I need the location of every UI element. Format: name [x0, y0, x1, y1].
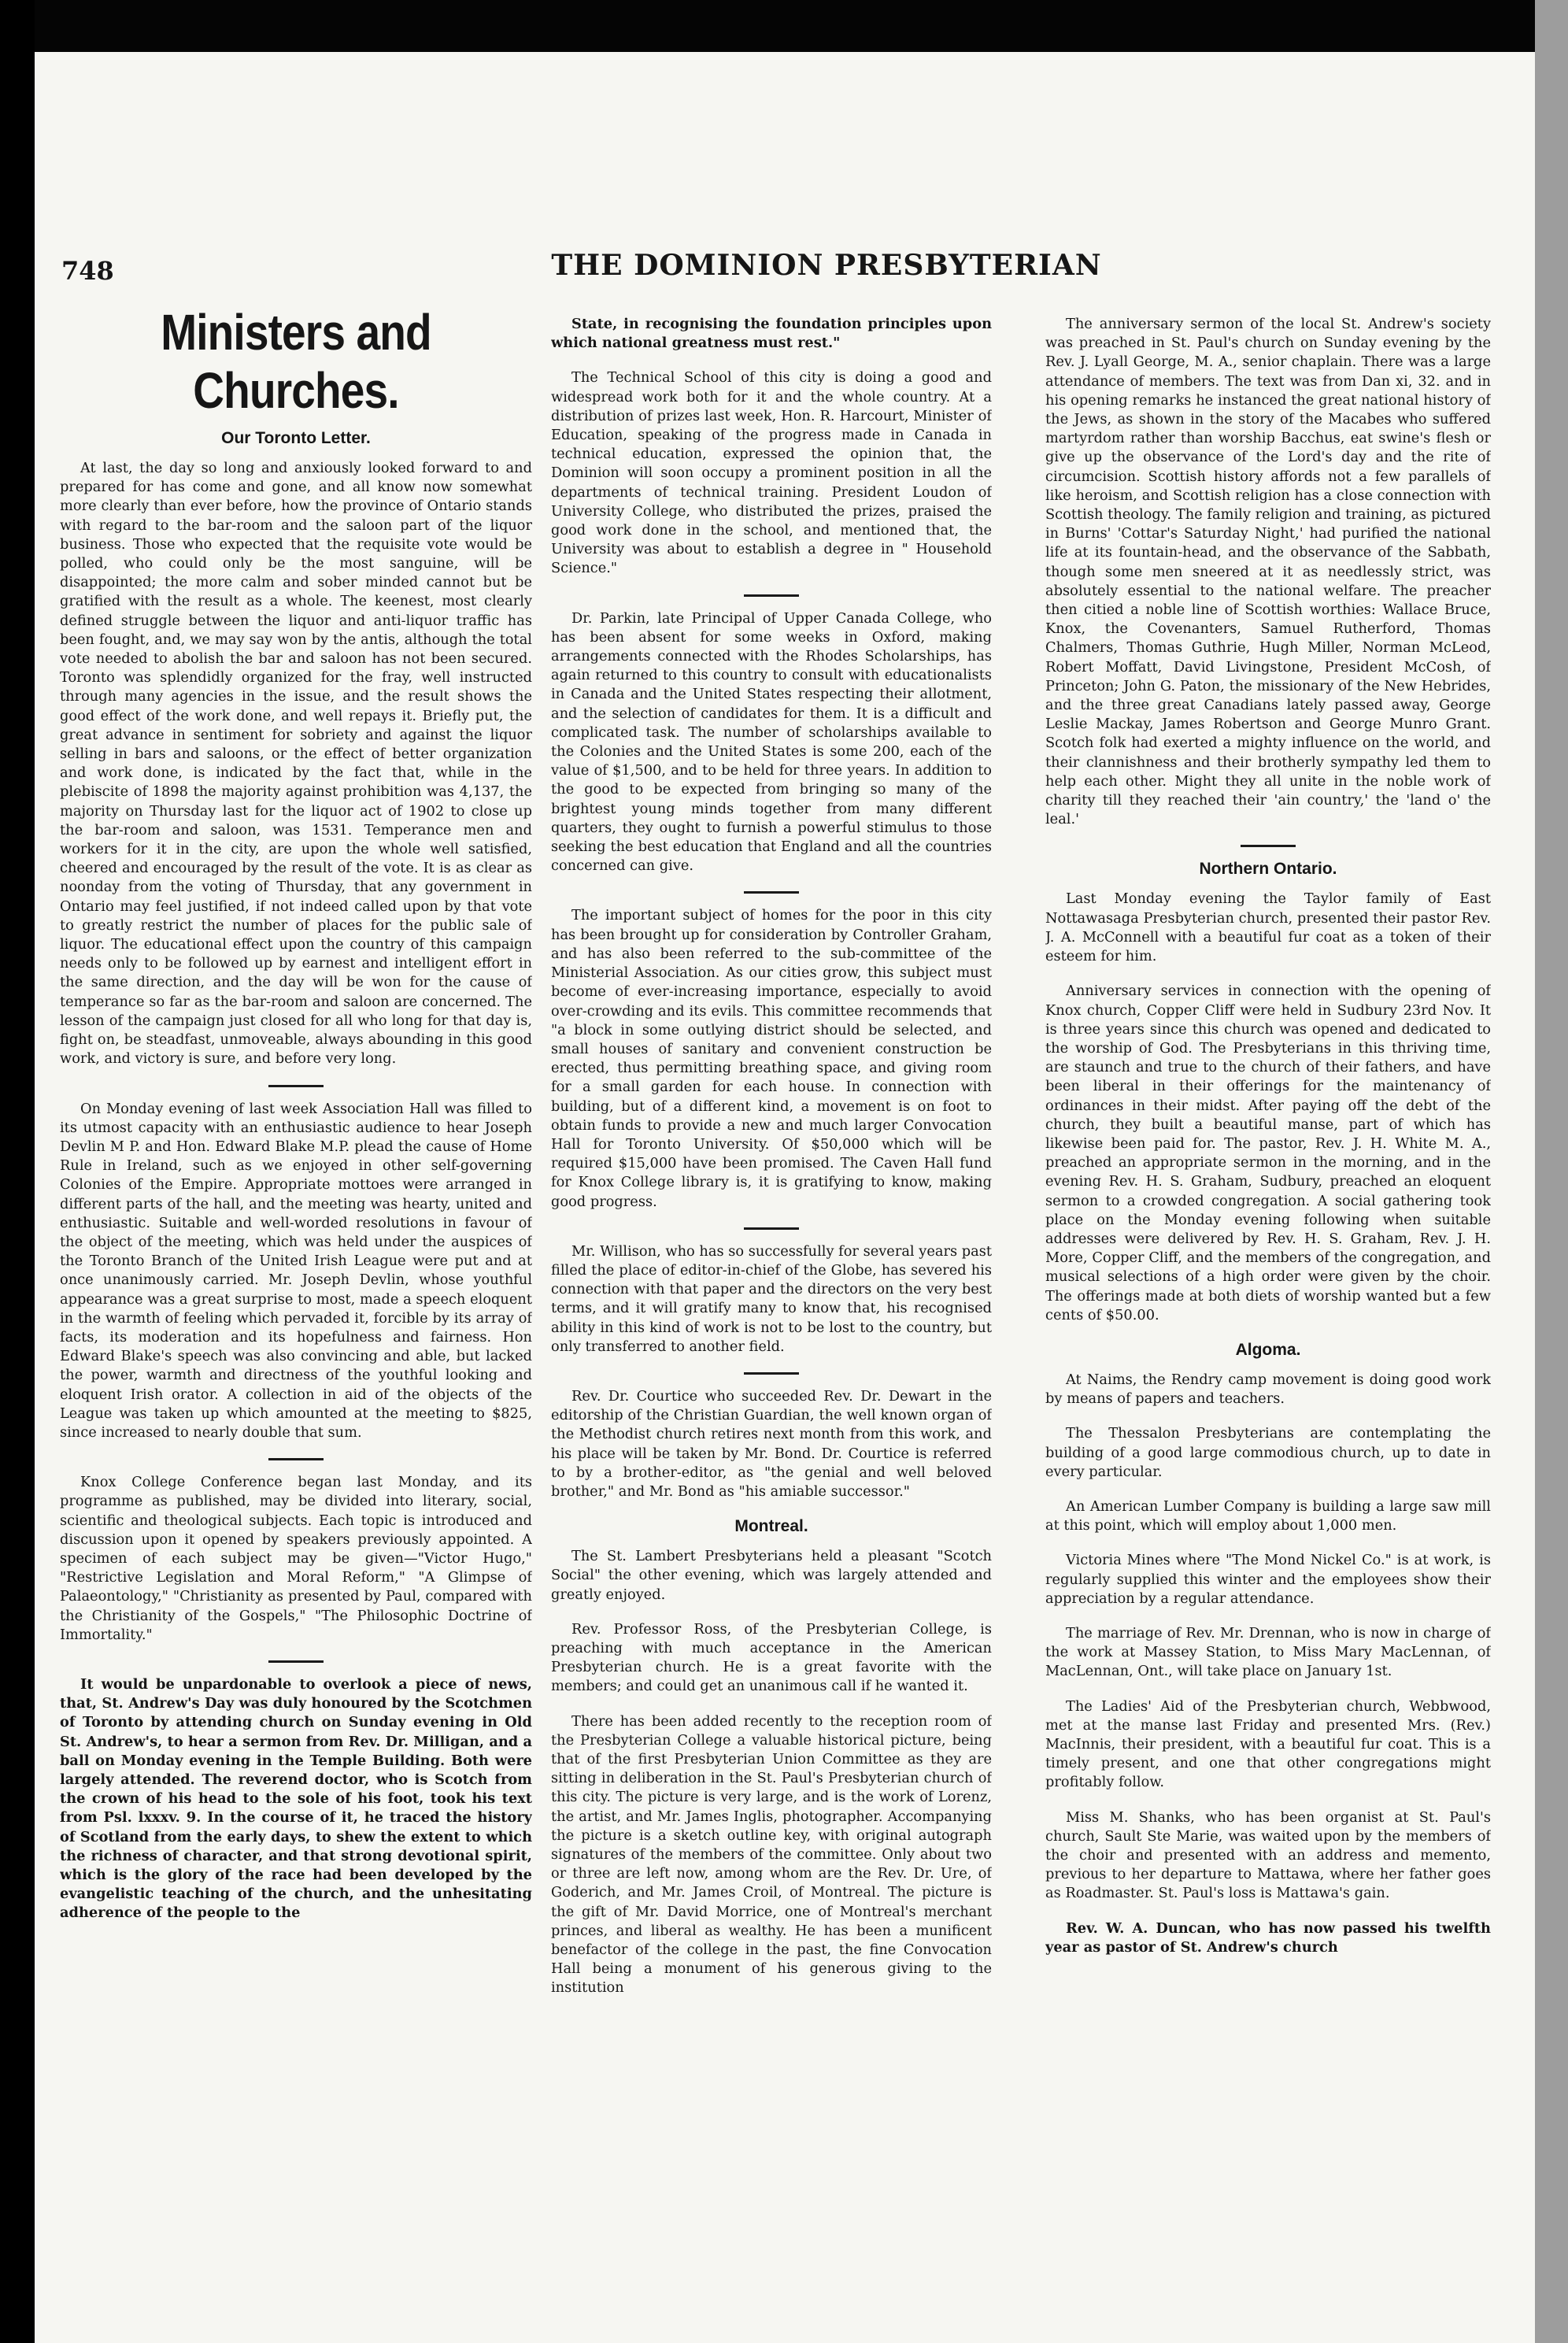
article-paragraph: The Thessalon Presbyterians are contemplating the building of a good large commodious church, up to date in every particular.	[1045, 1425, 1491, 1480]
article-paragraph: There has been added recently to the reception room of the Presbyterian College a valuable historical picture, being that of the first Presbyterian Union Committee as they are sitting in deliberation in the St. Paul's Presbyterian church of this city. The picture is very large, and is the work of Lorenz, the artist, and Mr. James Inglis, photographer. Accompanying the picture is a sketch outline key, with original autograph signatures of the members of the committee. Only about two or three are left now, among whom are the Rev. Dr. Ure, of Goderich, and Mr. James Croil, of Montreal. The picture is the gift of Mr. David Morrice, one of Montreal's merchant princes, and liberal as wealthy. He has been a munificent benefactor of the college in the past, the fine Convocation Hall being a monument of his generous giving to the institution	[551, 1712, 992, 1997]
article-paragraph: Dr. Parkin, late Principal of Upper Canada College, who has been absent for some weeks in Oxford, making arrangements connected with the Rhodes Scholarships, has again returned to this country to consult with educationalists in Canada and the United States respecting their allotment, and the selection of candidates for them. It is a difficult and complicated task. The number of scholarships available to the Colonies and the United States is some 200, each of the value of $1,500, and to be held for three years. In addition to the good to be expected from bringing so many of the brightest young minds together from many different quarters, they ought to furnish a powerful stimulus to those seeking the best education that England and all the countries concerned can give.	[551, 609, 992, 875]
article-paragraph: Rev. Professor Ross, of the Presbyterian College, is preaching with much acceptance in the American Presbyterian church. He is a great favorite with the members; and could get an unanimous call if he wanted it.	[551, 1620, 992, 1695]
page-number: 748	[61, 256, 114, 286]
article-paragraph: At last, the day so long and anxiously looked forward to and prepared for has come and gone, and all know now somewhat more clearly than ever before, how the province of Ontario stands with regard to the bar-room and the saloon part of the liquor business. Those who expected that the requisite vote would be polled, who could only be the most sanguine, will be disappointed; the more calm and sober minded cannot but be gratified with the result as a whole. The keenest, most clearly defined struggle between the liquor and anti-liquor traffic has been fought, and, we may say won by the antis, although the total vote needed to abolish the bar and saloon has not been secured. Toronto was splendidly organized for the fray, well instructed through many agencies in the issue, and the result shows the good effect of the work done, and well repays it. Briefly put, the great advance in sentiment for sobriety and against the liquor selling in bars and saloons, or the effect of better organization and work done, is indicated by the fact that, while in the plebiscite of 1898 the majority against prohibition was 4,137, the majority on Thursday last for the liquor act of 1902 to close up the bar-room and saloon, was 1531. Temperance men and workers for it in the city, are upon the whole well satisfied, cheered and encouraged by the result of the vote. It is as clear as noonday from the voting of Thursday, that any government in Ontario may feel justified, if not indeed called upon by that vote to greatly restrict the number of places for the public sale of liquor. The educational effect upon the country of this campaign needs only to be followed up by earnest and intelligent effort in the same direction, and the day will be won for the cause of temperance so far as the bar-room and saloon are concerned. The lesson of the campaign just closed for all who long for that day is, fight on, be steadfast, unmoveable, always abounding in this good work, and victory is sure, and before very long.	[60, 460, 532, 1068]
article-paragraph: An American Lumber Company is building a large saw mill at this point, which will employ about 1,000 men.	[1045, 1497, 1491, 1534]
article-paragraph: Last Monday evening the Taylor family of East Nottawasaga Presbyterian church, presented their pastor Rev. J. A. McConnell with a beautiful fur coat as a token of their esteem for him.	[1045, 890, 1491, 965]
article-paragraph: The important subject of homes for the poor in this city has been brought up for consideration by Controller Graham, and has also been referred to the sub-committee of the Ministerial Association. As our cities grow, this subject must become of ever-increasing importance, especially to avoid over-crowding and its evils. This committee recommends that "a block in some outlying district should be selected, and small houses of sanitary and convenient construction be erected, thus permitting breathing space, and giving room for a small garden for each house. In connection with building, but of a different kind, a movement is on foot to obtain funds to provide a new and much larger Convocation Hall for Toronto University. Of $50,000 which will be required $15,000 have been promised. The Caven Hall fund for Knox College library is, it is gratifying to know, making good progress.	[551, 907, 992, 1210]
column-1	[60, 303, 532, 2307]
column-rule	[744, 1372, 799, 1375]
article-paragraph: Victoria Mines where "The Mond Nickel Co." is at work, is regularly supplied this winter and the employees show their appreciation by a regular attendance.	[1045, 1552, 1491, 1607]
column-rule	[268, 1660, 324, 1663]
column-3	[1045, 315, 1491, 2319]
article-paragraph: Mr. Willison, who has so successfully for several years past filled the place of editor-in-chief of the Globe, has severed his connection with that paper and the directors on the very best terms, and it will gratify many to know that, his recognised ability in this kind of work is not to be lost to the country, but only transferred to another field.	[551, 1242, 992, 1355]
scan-right-border	[1535, 0, 1568, 2343]
article-paragraph: State, in recognising the foundation principles upon which national greatness must rest."	[551, 316, 992, 352]
article-paragraph: It would be unpardonable to overlook a piece of news, that, St. Andrew's Day was duly honoured by the Scotchmen of Toronto by attending church on Sunday evening in Old St. Andrew's, to hear a sermon from Rev. Dr. Milligan, and a ball on Monday evening in the Temple Building. Both were largely attended. The reverend doctor, who is Scotch from the crown of his head to the sole of his foot, took his text from Psl. lxxxv. 9. In the course of it, he traced the history of Scotland from the early days, to shew the extent to which the richness of character, and that strong devotional spirit, which is the glory of the race had been developed by the evangelistic teaching of the church, and the unhesitating adherence of the people to the	[60, 1675, 532, 1922]
column-rule	[744, 594, 799, 597]
column-rule	[268, 1458, 324, 1460]
column-rule	[1241, 845, 1296, 847]
column-rule	[744, 1227, 799, 1230]
article-paragraph: Anniversary services in connection with the opening of Knox church, Copper Cliff were held in Sudbury 23rd Nov. It is three years since this church was opened and dedicated to the worship of God. The Presbyterians in this thriving time, are staunch and true to the church of their fathers, and have been liberal in their offerings for the maintenancy of ordinances in their midst. After paying off the debt of the church, they built a beautiful manse, part of which has likewise been paid for. The pastor, Rev. J. H. White M. A., preached an appropriate sermon in the morning, and in the evening Rev. H. S. Graham, Sudbury, preached an eloquent sermon to a crowded congregation. A social gathering took place on the Monday evening following when suitable addresses were delivered by Rev. H. S. Graham, Rev. J. H. More, Copper Cliff, and the members of the congregation, and musical selections of a high order were given by the choir. The offerings made at both diets of worship wanted but a few cents of $50.00.	[1045, 983, 1491, 1323]
article-paragraph: The Ladies' Aid of the Presbyterian church, Webbwood, met at the manse last Friday and presented Mrs. (Rev.) MacInnis, their president, with a beautiful fur coat. This is a timely present, and one that other congregations might profitably follow.	[1045, 1697, 1491, 1791]
article-paragraph: The marriage of Rev. Mr. Drennan, who is now in charge of the work at Massey Station, to Miss Mary MacLennan, of MacLennan, Ont., will take place on January 1st.	[1045, 1624, 1491, 1680]
article-paragraph: At Naims, the Rendry camp movement is doing good work by means of papers and teachers.	[1045, 1371, 1491, 1408]
article-paragraph: The Technical School of this city is doing a good and widespread work both for it and the whole country. At a distribution of prizes last week, Hon. R. Harcourt, Minister of Education, speaking of the progress made in Canada in technical education, expressed the opinion that, the Dominion will soon occupy a prominent position in all the departments of technical training. President Loudon of University College, who distributed the prizes, praised the good work done in the school, and mentioned that, the University was about to establish a degree in " Household Science."	[551, 369, 992, 577]
article-paragraph: Rev. Dr. Courtice who succeeded Rev. Dr. Dewart in the editorship of the Christian Guardian, the well known organ of the Methodist church retires next month from this work, and his place will be taken by Mr. Bond. Dr. Courtice is referred to by a brother-editor, as "the genial and well beloved brother," and Mr. Bond as "his amiable successor."	[551, 1387, 992, 1500]
column-rule	[744, 891, 799, 894]
article-paragraph: Knox College Conference began last Monday, and its programme as published, may be divided into literary, social, scientific and theological subjects. Each topic is introduced and discussion upon it opened by speakers previously appointed. A specimen of each subject may be given—"Victor Hugo," "Restrictive Legislation and Moral Reform," "A Glimpse of Palaeontology," "Christianity as presented by Paul, compared with the Christianity of the Gospels," "The Philosophic Doctrine of Immortality."	[60, 1474, 532, 1643]
column-2	[551, 315, 992, 2319]
scan-top-border	[0, 0, 1568, 52]
article-paragraph: Miss M. Shanks, who has been organist at St. Paul's church, Sault Ste Marie, was waited upon by the members of the choir and presented with an address and memento, previous to her departure to Mattawa, where her father goes as Roadmaster. St. Paul's loss is Mattawa's gain.	[1045, 1808, 1491, 1902]
article-paragraph: The St. Lambert Presbyterians held a pleasant "Scotch Social" the other evening, which was largely attended and greatly enjoyed.	[551, 1548, 992, 1603]
article-paragraph: On Monday evening of last week Association Hall was filled to its utmost capacity with an enthusiastic audience to hear Joseph Devlin M P. and Hon. Edward Blake M.P. plead the cause of Home Rule in Ireland, such as we enjoyed in other self-governing Colonies of the Empire. Appropriate mottoes were arranged in different parts of the hall, and the meeting was hearty, united and enthusiastic. Suitable and well-worded resolutions in favour of the object of the meeting, which was held under the auspices of the Toronto Branch of the United Irish League were put and at once unanimously carried. Mr. Joseph Devlin, whose youthful appearance was a great surprise to most, made a speech eloquent in the warmth of feeling which pervaded it, forcible by its array of facts, its moderation and its hopefulness and fairness. Hon Edward Blake's speech was also convincing and able, but lacked the power, warmth and directness of the youthful looking and eloquent Irish orator. A collection in aid of the objects of the League was taken up which amounted at the meeting to $825, since increased to nearly double that sum.	[60, 1100, 532, 1441]
subheading-northern-ontario: Northern Ontario.	[1199, 860, 1337, 879]
article-paragraph: The anniversary sermon of the local St. Andrew's society was preached in St. Paul's church on Sunday evening by the Rev. J. Lyall George, M. A., senior chaplain. There was a large attendance of members. The text was from Dan xi, 32. and in his opening remarks he instanced the great national history of the Jews, as shown in the story of the Macabes who suffered martyrdom rather than worship Bacchus, eat swine's flesh or give up the observance of the Lord's day and the rite of circumcision. Scottish history affords not a few parallels of like heroism, and Scottish religion has a close connection with Scottish theology. The family religion and training, as pictured in Burns' 'Cottar's Saturday Night,' had purified the national life at its fountain-head, and the observance of the Sabbath, though some men sneered at it as needlessly strict, was absolutely essential to the national welfare. The preacher then citied a noble line of Scottish worthies: Wallace Bruce, Knox, the Covenanters, Samuel Rutherford, Thomas Chalmers, Thomas Guthrie, Hugh Miller, Norman McLeod, Robert Moffatt, David Livingstone, President McCosh, of Princeton; John G. Paton, the missionary of the New Hebrides, and the three great Canadians lately passed away, George Leslie Mackay, James Robertson and George Munro Grant. Scotch folk had exerted a mighty influence on the world, and their clannishness and their brotherly sympathy led them to help each other. Might they all unite in the noble work of charity till they reached their 'ain country,' the 'land o' the leal.'	[1045, 316, 1491, 828]
column-rule	[268, 1085, 324, 1087]
running-head: THE DOMINION PRESBYTERIAN	[551, 249, 1102, 282]
scan-left-border	[0, 0, 35, 2343]
article-paragraph: Rev. W. A. Duncan, who has now passed his twelfth year as pastor of St. Andrew's church	[1045, 1919, 1491, 1956]
subheading-algoma: Algoma.	[1235, 1340, 1301, 1359]
section-title: Ministers and Churches.	[161, 304, 431, 419]
subheading-montreal: Montreal.	[734, 1517, 808, 1536]
subheading-toronto-letter: Our Toronto Letter.	[221, 429, 371, 447]
